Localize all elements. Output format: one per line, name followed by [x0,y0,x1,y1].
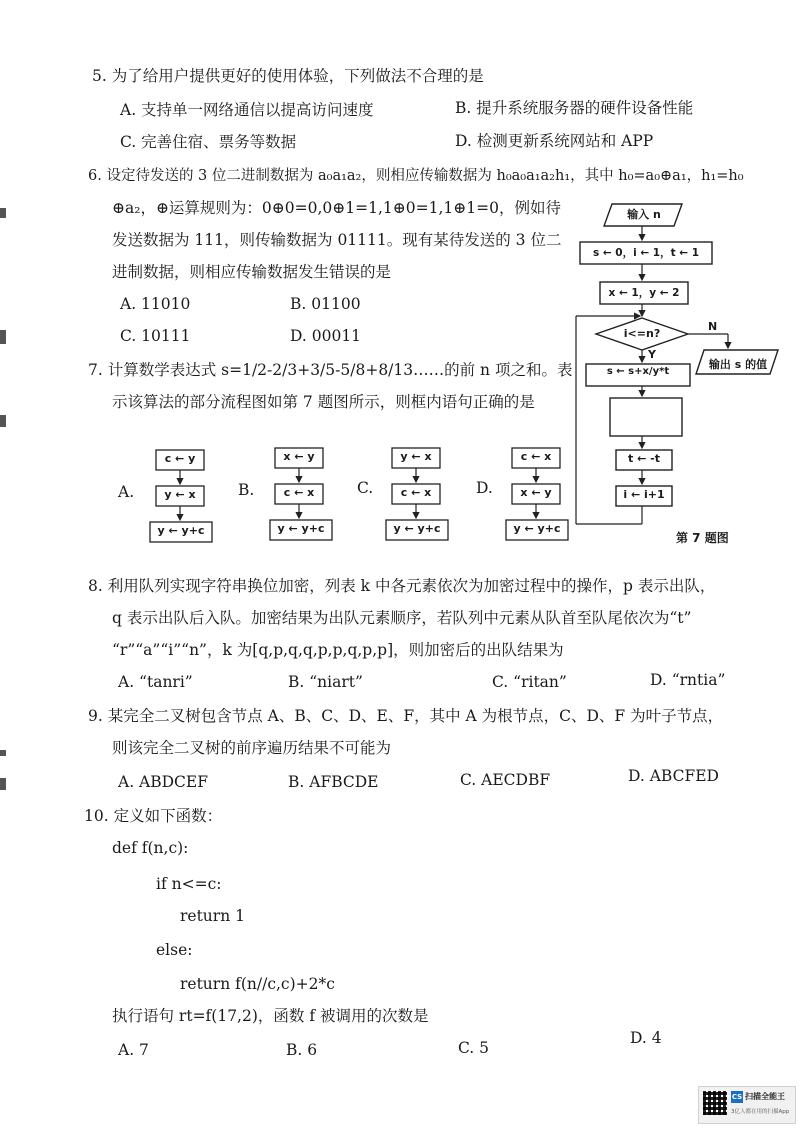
q7-a-step1: c ← y [164,452,196,465]
fc-yes-label: Y [648,348,656,361]
q8-option-c: C. “ritan” [492,673,567,691]
scan-mark [0,778,6,790]
q10-code-line3: return 1 [180,907,245,925]
q8-option-b: B. “niart” [288,673,363,691]
q10-option-c: C. 5 [458,1039,490,1057]
q5-stem: 5. 为了给用户提供更好的使用体验，下列做法不合理的是 [92,67,484,85]
q7-letter-c: C. [357,479,374,497]
watermark-title: 扫描全能王 [745,1092,785,1101]
q7-b-step1: x ← y [283,450,315,463]
q10-code-line2: if n<=c: [156,875,222,893]
q6-line2: ⊕a₂，⊕运算规则为：0⊕0=0,0⊕1=1,1⊕0=1,1⊕1=0，例如待 [112,199,561,217]
q9-option-c: C. AECDBF [460,771,551,789]
q7-c-step2: c ← x [400,486,432,499]
q6-line1: 6. 设定待发送的 3 位二进制数据为 a₀a₁a₂，则相应传输数据为 h₀a₀a₁a₂h₁，其中 h₀=a₀⊕a₁，h₁=h₀ [88,168,744,184]
q6-option-d: D. 00011 [290,327,362,345]
fc-caption: 第 7 题图 [676,531,729,545]
scanner-watermark [698,1086,796,1124]
q10-option-b: B. 6 [286,1041,318,1059]
q7-c-step3: y ← y+c [393,522,441,535]
q10-question: 执行语句 rt=f(17,2)，函数 f 被调用的次数是 [112,1007,429,1025]
q10-code-line1: def f(n,c): [112,839,189,857]
scan-mark [0,208,6,218]
qr-code-icon [703,1091,727,1115]
q6-line3: 发送数据为 111，则传输数据为 01111。现有某待发送的 3 位二 [112,231,562,249]
q5-option-d: D. 检测更新系统网站和 APP [455,132,654,150]
q7-d-step3: y ← y+c [513,522,561,535]
fc-init2: x ← 1，y ← 2 [608,287,680,299]
q7-line1: 7. 计算数学表达式 s=1/2-2/3+3/5-5/8+8/13……的前 n 项之和。表 [88,361,573,379]
q6-option-b: B. 01100 [290,295,361,313]
q7-letter-a: A. [118,483,135,501]
fc-update-i: i ← i+1 [623,488,665,501]
q7-b-step3: y ← y+c [277,522,325,535]
camscanner-logo-icon: CS [731,1093,743,1101]
fc-init1: s ← 0，i ← 1，t ← 1 [592,247,700,259]
q10-option-a: A. 7 [118,1041,149,1059]
fc-update-t: t ← -t [628,452,660,465]
q9-option-a: A. ABDCEF [118,773,208,791]
q9-option-b: B. AFBCDE [288,773,379,791]
q7-d-step1: c ← x [520,450,552,463]
q7-line2: 示该算法的部分流程图如第 7 题图所示，则框内语句正确的是 [112,393,535,411]
q6-line4: 进制数据，则相应传输数据发生错误的是 [112,263,392,281]
q10-stem: 10. 定义如下函数： [84,807,223,825]
q9-line2: 则该完全二叉树的前序遍历结果不可能为 [112,739,392,757]
q10-code-line5: return f(n//c,c)+2*c [180,975,335,993]
q10-code-line4: else: [156,941,193,959]
scan-mark [0,330,6,344]
q8-line3: “r”“a”“i”“n”，k 为[q,p,q,q,p,p,q,p,p]，则加密后的出队结果为 [112,641,564,659]
q7-a-step3: y ← y+c [157,524,205,537]
q9-line1: 9. 某完全二叉树包含节点 A、B、C、D、E、F，其中 A 为根节点，C、D、F 为叶子节点， [88,707,724,725]
q5-option-c: C. 完善住宿、票务等数据 [120,133,297,151]
q7-b-step2: c ← x [283,486,315,499]
q7-c-step1: y ← x [400,450,432,463]
fc-condition: i<=n? [623,327,661,340]
q8-option-a: A. “tanri” [118,673,193,691]
watermark-subtitle: 3亿人都在用的扫描App [731,1109,790,1115]
q5-option-a: A. 支持单一网络通信以提高访问速度 [120,101,374,119]
scan-mark [0,415,6,427]
q6-option-c: C. 10111 [120,327,191,345]
scan-mark [0,750,6,756]
q6-option-a: A. 11010 [120,295,191,313]
fc-output: 输出 s 的值 [708,358,768,371]
fc-input: 输入 n [627,208,661,221]
fc-no-label: N [708,320,718,333]
q5-option-b: B. 提升系统服务器的硬件设备性能 [455,99,694,117]
q7-d-step2: x ← y [520,486,552,499]
q9-option-d: D. ABCFED [628,767,719,785]
q8-line2: q 表示出队后入队。加密结果为出队元素顺序，若队列中元素从队首至队尾依次为“t” [112,609,692,627]
q10-option-d: D. 4 [630,1029,662,1047]
q8-line1: 8. 利用队列实现字符串换位加密，列表 k 中各元素依次为加密过程中的操作，p 表示出队， [88,577,716,595]
fc-update-s: s ← s+x/y*t [606,366,670,377]
q7-letter-d: D. [476,479,493,497]
q7-a-step2: y ← x [164,488,196,501]
q8-option-d: D. “rntia” [650,671,726,689]
q7-letter-b: B. [238,481,255,499]
